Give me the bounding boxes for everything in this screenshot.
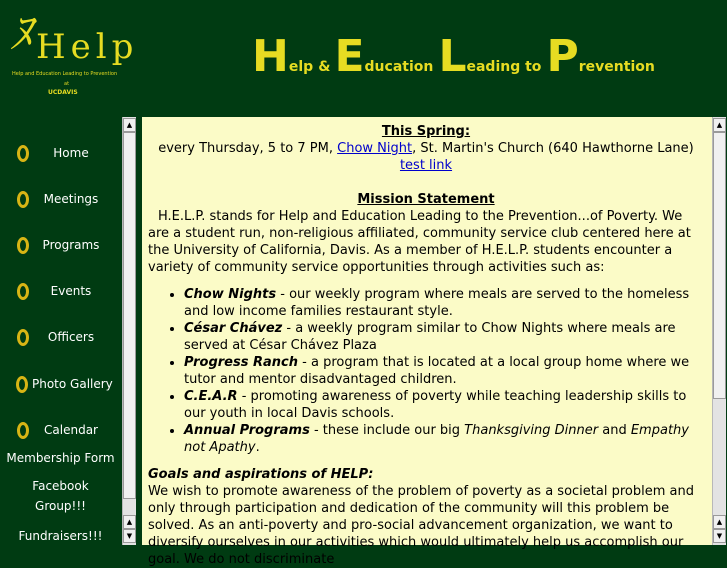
main-scroll-up-button[interactable]: ▲: [713, 118, 726, 132]
mission-heading: Mission Statement: [357, 192, 495, 207]
test-link[interactable]: test link: [399, 158, 453, 173]
logo-university: UCDAVIS: [48, 89, 78, 96]
title-word-education: ducation: [364, 59, 434, 75]
title-letter-e: E: [334, 31, 365, 82]
goals-heading: Goals and aspirations of HELP:: [148, 467, 374, 482]
title-letter-p: P: [546, 31, 579, 82]
nav-item-calendar[interactable]: [0, 415, 121, 445]
spring-heading: This Spring:: [381, 124, 471, 139]
spring-text: every Thursday, 5 to 7 PM,: [158, 141, 338, 156]
list-item: [184, 286, 704, 320]
program-name: Progress Ranch: [184, 355, 299, 370]
logo-tagline: Help and Education Leading to Prevention: [12, 71, 118, 77]
nav-scroll-up-button[interactable]: ▲: [123, 118, 136, 132]
nav-item-label: Officers: [47, 330, 95, 344]
ring-icon: [16, 376, 28, 393]
nav-scrollbar[interactable]: [122, 117, 136, 545]
mission-statement: H.E.L.P. stands for Help and Education Leading to the Prevention...of Poverty. We are a student run, non-religious affiliated, community service club centered here at the University of California, Davis. As a member of H.E.L.P. students encounter a variety of community service opportunities through activities such as:: [148, 209, 691, 275]
nav-item-label: Photo Gallery: [32, 377, 113, 391]
content-area: [142, 117, 712, 567]
title-letter-h: H: [252, 31, 289, 82]
logo-at: at: [64, 81, 70, 87]
ring-icon: [17, 145, 29, 162]
spring-schedule: [148, 140, 704, 157]
stick-figure-icon: ﾇ: [10, 8, 32, 59]
program-desc: - these include our big: [309, 423, 465, 438]
ring-icon: [17, 283, 29, 300]
site-header: [0, 0, 727, 117]
main-frame: [136, 117, 712, 567]
nav-item-label: Home: [53, 146, 89, 160]
list-item: [184, 388, 704, 422]
title-letter-l: L: [438, 31, 467, 82]
program-name: Annual Programs: [184, 423, 310, 438]
empathy-not-apathy-text: Empathy not Apathy: [184, 423, 689, 455]
title-word-prevention: revention: [578, 59, 655, 75]
program-name: Chow Nights: [184, 287, 277, 302]
nav-item-label: Calendar: [44, 423, 98, 437]
logo-wordmark: Help: [36, 27, 139, 67]
ring-icon: [17, 191, 29, 208]
ring-icon: [17, 422, 29, 439]
nav-item-programs[interactable]: [0, 230, 121, 260]
program-desc: - a program that is located at a local group home where we tutor and mentor disadvantaged children.: [184, 355, 690, 387]
nav-link-facebook-group[interactable]: Group!!!: [35, 499, 86, 513]
ring-icon: [17, 237, 29, 254]
sidebar-nav: [0, 117, 121, 545]
title-word-help: elp: [288, 59, 314, 75]
spring-location: , St. Martin's Church (640 Hawthorne Lane): [412, 141, 694, 156]
nav-scroll-down-button[interactable]: ▼: [123, 529, 136, 543]
nav-item-label: Meetings: [43, 192, 99, 206]
goals-text: We wish to promote awareness of the problem of poverty as a societal problem and only through participation and dedication of the community will this problem be solved. As an anti-poverty and pro-social advancement organization, we want to diversify ourselves in our activities which would ultimately help us accomplish our goal. We do not discriminate: [148, 484, 694, 567]
main-scroll-thumb[interactable]: [713, 132, 726, 399]
main-scrollbar[interactable]: [712, 117, 726, 545]
nav-item-label: Events: [50, 284, 92, 298]
nav-link-membership-form[interactable]: Membership Form: [6, 451, 115, 465]
program-desc: - our weekly program where meals are served to the homeless and low income families restaurant style.: [184, 287, 690, 319]
program-name: César Chávez: [184, 321, 283, 336]
nav-item-home[interactable]: [0, 138, 121, 168]
main-scroll-up-button-lower[interactable]: ▲: [713, 515, 726, 529]
list-item: [184, 354, 704, 388]
title-ampersand: &: [318, 59, 331, 75]
ring-icon: [17, 329, 29, 346]
thanksgiving-dinner-text: Thanksgiving Dinner: [464, 423, 599, 438]
program-desc: - a weekly program similar to Chow Nights where meals are served at César Chávez Plaza: [184, 321, 676, 353]
nav-item-meetings[interactable]: [0, 184, 121, 214]
nav-link-facebook[interactable]: Facebook: [32, 479, 89, 493]
title-word-leading: eading to: [466, 59, 542, 75]
nav-item-photo-gallery[interactable]: [0, 369, 121, 399]
nav-scroll-up-button-lower[interactable]: ▲: [123, 515, 136, 529]
nav-scroll-thumb[interactable]: [123, 132, 136, 499]
nav-item-events[interactable]: [0, 276, 121, 306]
program-desc: - promoting awareness of poverty while teaching leadership skills to our youth in local Davis schools.: [184, 389, 687, 421]
nav-link-fundraisers[interactable]: Fundraisers!!!: [18, 529, 103, 543]
nav-item-officers[interactable]: [0, 322, 121, 352]
list-item: [184, 320, 704, 354]
program-desc-and: and: [598, 423, 631, 438]
program-desc-end: .: [255, 440, 260, 455]
site-title: [252, 31, 655, 85]
programs-list: [148, 286, 704, 456]
main-scroll-down-button[interactable]: ▼: [713, 529, 726, 543]
program-name: C.E.A.R: [184, 389, 238, 404]
list-item: [184, 422, 704, 456]
help-logo[interactable]: [8, 6, 139, 106]
chow-night-link[interactable]: Chow Night: [337, 141, 413, 156]
nav-item-label: Programs: [42, 238, 100, 252]
